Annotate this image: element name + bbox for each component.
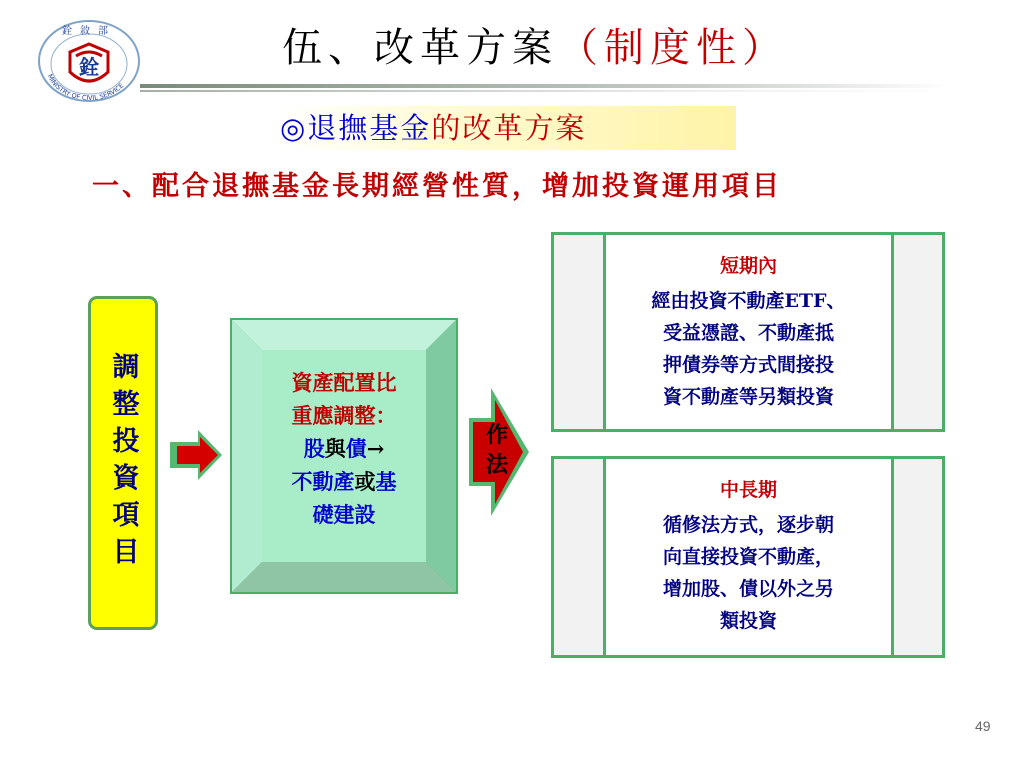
short-term-line: 受益憑證、不動產抵 [662,322,834,344]
header-rule-thin [140,90,950,92]
arrow-glyph: → [366,436,385,461]
stock-label: 股 [303,436,325,461]
subtitle-blue: ◎退撫基金 [280,111,432,145]
short-term-body [616,285,881,413]
bond-label: 債 [345,436,367,461]
page-number: 49 [975,718,991,734]
logo-top-text: 銓敘部 [62,26,116,37]
long-term-title: 中長期 [719,479,777,501]
short-term-title: 短期內 [719,255,777,277]
asset-allocation-text [268,366,420,531]
infra-label-1: 基 [375,469,397,494]
header-rule [140,84,950,88]
long-term-line: 向直接投資不動產， [662,546,834,568]
short-term-panel-inner [603,232,894,432]
title-main: 伍、改革方案 [282,25,558,71]
long-term-line: 增加股、債以外之另 [662,578,834,600]
right-arrow-icon [168,428,224,482]
long-term-body [616,509,881,637]
title-highlight: （制度性） [558,25,788,71]
ministry-logo [36,18,142,104]
allocation-line1: 資產配置比 [291,370,397,395]
section-heading: 一、配合退撫基金長期經營性質，增加投資運用項目 [92,171,782,202]
short-term-panel [551,232,945,432]
long-term-panel [551,456,945,658]
short-term-line: 押債券等方式間接投 [662,354,834,376]
long-term-line: 循修法方式，逐步朝 [662,514,834,536]
logo-ring-text: MINISTRY OF CIVIL SERVICE [45,72,126,103]
allocation-line2: 重應調整： [291,403,397,428]
short-term-line: 經由投資不動產ETF、 [651,290,846,312]
adjust-investment-box [88,296,158,630]
logo-emblem-char: 銓 [79,55,99,79]
subtitle-banner [280,106,736,150]
realestate-line [268,465,420,498]
short-term-line: 資不動產等另類投資 [662,386,834,408]
adjust-investment-label: 調整投資項目 [107,352,139,574]
and-label: 與 [324,436,346,461]
infra-label-2: 礎建設 [312,502,376,527]
slide-title [282,16,788,73]
or-label: 或 [354,469,376,494]
subtitle-red: 的改革方案 [431,111,587,145]
realestate-label: 不動產 [291,469,355,494]
method-label: 作法 [485,422,508,478]
long-term-line: 類投資 [719,610,777,632]
stock-bond-line [268,432,420,465]
long-term-panel-inner [603,456,894,658]
